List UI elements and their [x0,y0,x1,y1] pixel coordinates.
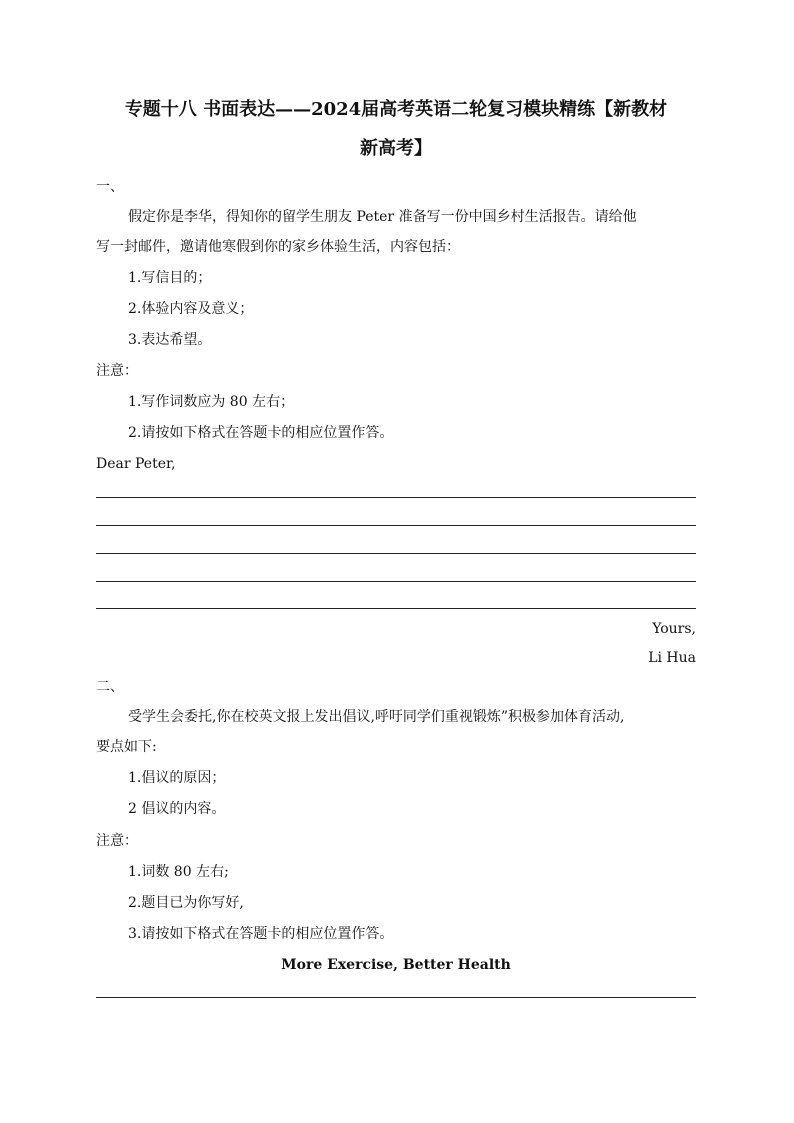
section-2-item-2: 2 倡议的内容。 [128,801,226,817]
section-1-note-2: 2.请按如下格式在答题卡的相应位置作答。 [128,425,394,441]
letter-signature: Li Hua [648,650,696,666]
writing-line-5 [96,608,696,609]
section-1-item-2: 2.体验内容及意义； [128,301,254,317]
essay-writing-line-1 [96,997,696,998]
letter-salutation: Dear Peter, [96,456,176,472]
section-1-note-1: 1.写作词数应为 80 左右； [128,394,295,410]
writing-line-2 [96,525,696,526]
section-1-note-label: 注意： [96,363,138,379]
section-2-paragraph-line-1: 受学生会委托,你在校英文报上发出倡议,呼吁同学们重视锻炼”积极参加体育活动, [128,709,625,725]
section-2-number: 二、 [96,679,124,695]
section-2-item-1: 1.倡议的原因； [128,770,226,786]
section-2-note-1: 1.词数 80 左右; [128,864,229,880]
writing-line-4 [96,581,696,582]
section-1-paragraph-line-2: 写一封邮件，邀请他寒假到你的家乡体验生活，内容包括： [96,239,460,255]
writing-line-3 [96,553,696,554]
section-1-item-1: 1.写信目的； [128,270,212,286]
section-2-note-3: 3.请按如下格式在答题卡的相应位置作答。 [128,926,394,942]
section-1-number: 一、 [96,179,124,195]
section-2-paragraph-line-2: 要点如下: [96,739,157,755]
section-1-paragraph-line-1: 假定你是李华，得知你的留学生朋友 Peter 准备写一份中国乡村生活报告。请给他 [128,209,637,225]
document-title-line-2: 新高考】 [360,138,432,159]
letter-closing: Yours, [652,621,696,637]
writing-line-1 [96,497,696,498]
section-1-item-3: 3.表达希望。 [128,332,212,348]
section-2-note-2: 2.题目已为你写好, [128,895,244,911]
section-2-note-label: 注意： [96,833,138,849]
essay-title: More Exercise, Better Health [281,957,511,973]
document-title-line-1: 专题十八 书面表达——2024届高考英语二轮复习模块精练【新教材 [124,99,668,120]
